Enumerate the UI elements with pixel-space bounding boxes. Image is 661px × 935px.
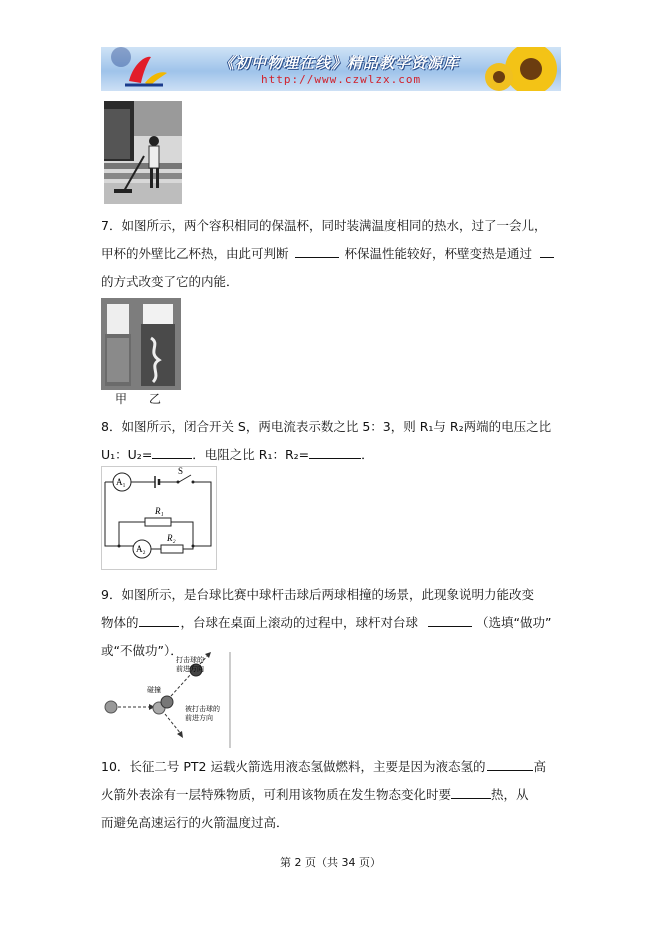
banner-title: 《初中物理在线》精品教学资源库 [219, 54, 460, 72]
resistor-r2 [161, 545, 183, 553]
cue-ball-start [105, 701, 117, 713]
label-collision: 碰撞 [147, 686, 161, 694]
cup-label-a: 甲 [115, 392, 128, 406]
q7-line3: 的方式改变了它的内能． [101, 274, 239, 289]
q9-line2 [101, 609, 551, 636]
banner-url[interactable]: http://www.czwlzx.com [261, 73, 422, 86]
label-s: S [178, 466, 184, 476]
cup-label-b: 乙 [149, 392, 162, 406]
q9-line1: 9．如图所示，是台球比赛中球杆击球后两球相撞的场景，此现象说明力能改变 [101, 587, 534, 602]
q9-text-a: 物体的 [101, 615, 139, 630]
q7-text-a: 甲杯的外壁比乙杯热，由此可判断 [101, 246, 289, 261]
page-footer: 第 2 页（共 34 页） [280, 856, 381, 869]
label-hit-1: 打击球的 [176, 656, 204, 664]
q9-blank-1[interactable] [139, 612, 179, 627]
label-hitted-1: 被打击球的 [185, 705, 220, 713]
q10-text-c: 火箭外表涂有一层特殊物质，可利用该物质在发生物态变化时要 [101, 787, 452, 802]
sweeping-photo-art [104, 101, 182, 204]
thermos-cups-art [101, 298, 181, 390]
label-hit-2: 前进方向 [176, 665, 204, 673]
q7-text-b: 杯保温性能较好，杯壁变热是通过 [344, 246, 532, 261]
label-hitted-2: 前进方向 [185, 714, 213, 722]
label-a2: A₂ [136, 544, 146, 554]
q10-line3: 而避免高速运行的火箭温度过高． [101, 815, 289, 830]
q9-line3: 或“不做功”）． [101, 643, 183, 658]
q10-line2 [101, 781, 529, 808]
q8-line1: 8．如图所示，闭合开关 S，两电流表示数之比 5：3，则 R₁与 R₂两端的电压之比 [101, 419, 552, 434]
q10-blank-2[interactable] [451, 784, 491, 799]
label-a1: A₁ [116, 477, 126, 487]
q9-text-b: ，台球在桌面上滚动的过程中，球杆对台球 [180, 615, 419, 630]
q7-line2 [101, 240, 554, 267]
q8-text-b: ．电阻之比 R₁：R₂= [192, 447, 310, 462]
billiards-diagram [101, 652, 231, 748]
label-r2: R₂ [167, 533, 176, 543]
circuit-diagram [101, 466, 217, 570]
thermos-cups-figure [101, 298, 181, 406]
q10-text-d: 热，从 [491, 787, 529, 802]
header-banner [101, 47, 561, 91]
label-r1: R₁ [155, 506, 164, 516]
q7-blank-2[interactable] [540, 243, 554, 258]
q8-blank-2[interactable] [309, 444, 361, 459]
q7-line1: 7．如图所示，两个容积相同的保温杯，同时装满温度相同的热水，过了一会儿， [101, 218, 547, 233]
q10-text-b: 高 [533, 759, 546, 774]
q10-line1 [101, 753, 546, 780]
q8-blank-1[interactable] [152, 444, 192, 459]
q8-text-c: ． [361, 447, 374, 462]
sweeping-photo [104, 101, 182, 204]
q10-blank-1[interactable] [487, 756, 533, 771]
target-ball-collision [161, 696, 173, 708]
q8-line2 [101, 441, 374, 468]
q9-text-c: （选填“做功” [476, 615, 552, 630]
q10-text-a: 10．长征二号 PT2 运载火箭选用液态氢做燃料，主要是因为液态氢的 [101, 759, 486, 774]
billiards-diagram-art [101, 652, 231, 748]
q8-text-a: U₁：U₂= [101, 447, 153, 462]
circuit-diagram-art [101, 466, 217, 570]
resistor-r1 [145, 518, 171, 526]
q9-blank-2[interactable] [428, 612, 472, 627]
q7-blank-1[interactable] [295, 243, 339, 258]
logo-icon [123, 53, 173, 87]
